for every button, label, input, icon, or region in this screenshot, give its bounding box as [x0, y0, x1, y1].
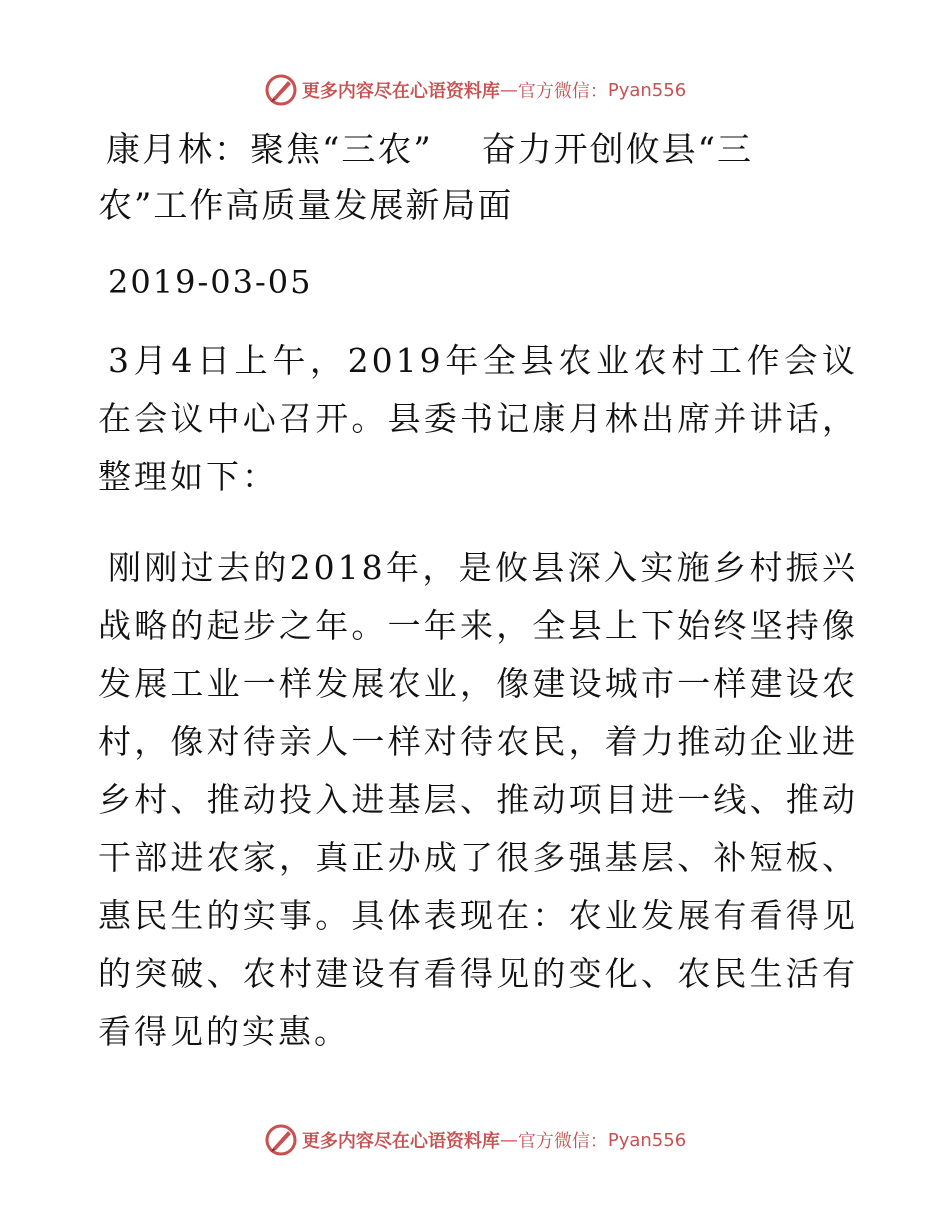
- paragraph-1: 3月4日上午，2019年全县农业农村工作会议在会议中心召开。县委书记康月林出席并讲话，整理如下：: [98, 341, 858, 496]
- watermark-separator: —: [499, 1129, 518, 1151]
- watermark-wechat-label: 官方微信：: [517, 81, 608, 102]
- watermark-separator: —: [499, 79, 518, 101]
- quill-logo-icon: [264, 1123, 298, 1157]
- watermark-text: 更多内容尽在心语资料库: [301, 81, 500, 102]
- title-line-2: 农”工作高质量发展新局面: [98, 186, 514, 226]
- watermark-wechat-id: Pyan556: [607, 79, 687, 101]
- watermark-wechat-id: Pyan556: [607, 1129, 687, 1151]
- article-date: 2019-03-05: [108, 263, 313, 301]
- paragraph-2: 刚刚过去的2018年，是攸县深入实施乡村振兴战略的起步之年。一年来，全县上下始终坚持像发展工业一样发展农业，像建设城市一样建设农村，像对待亲人一样对待农民，着力推动企业进乡村、推动投入进基层、推动项目进一线、推动干部进农家，真正办成了很多强基层、补短板、惠民生的实事。具体表现在：农业发展有看得见的突破、农村建设有看得见的变化、农民生活有看得见的实惠。: [98, 548, 858, 1051]
- title-line-1: 康月林：聚焦“三农” 奋力开创攸县“三: [106, 130, 753, 170]
- header-watermark: [0, 70, 950, 110]
- footer-watermark: [0, 1120, 950, 1160]
- watermark-text: 更多内容尽在心语资料库: [301, 1131, 500, 1152]
- quill-logo-icon: [264, 73, 298, 107]
- article-title: [98, 122, 858, 234]
- article-body: [98, 122, 858, 1094]
- watermark-wechat-label: 官方微信：: [517, 1131, 608, 1152]
